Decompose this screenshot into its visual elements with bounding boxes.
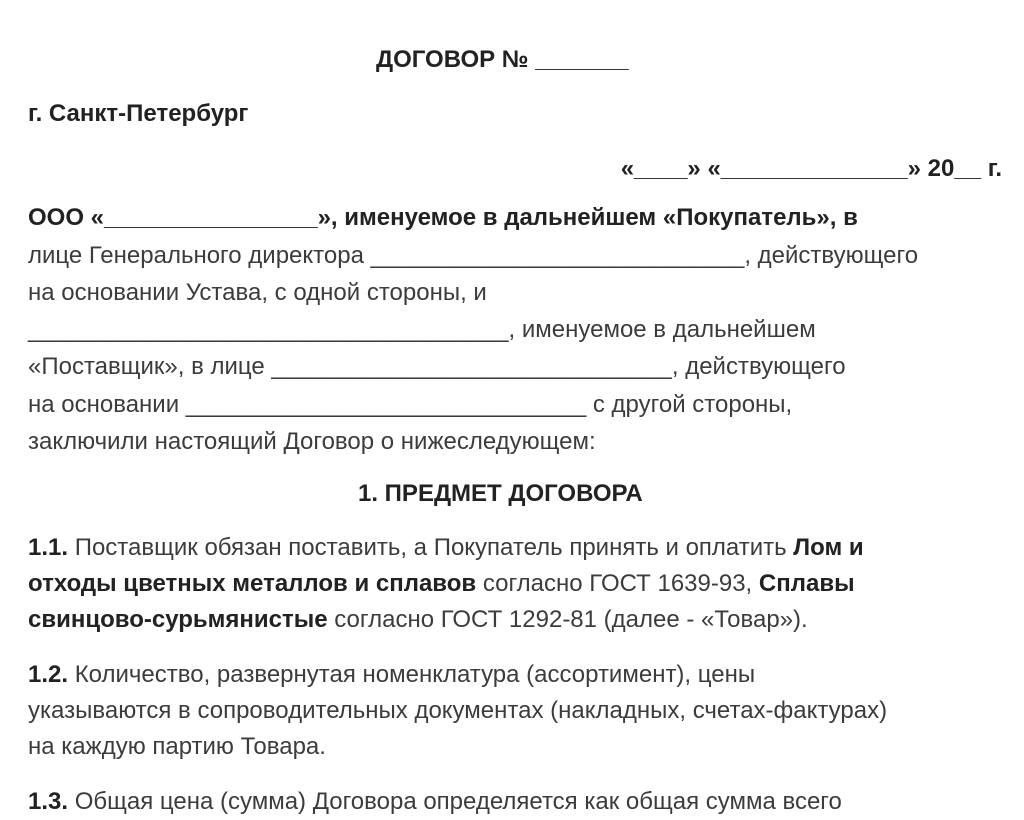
clause-number: 1.2.	[28, 661, 69, 688]
parties-line-5: «Поставщик», в лице ______________________________, действующего	[28, 353, 846, 380]
clause-1-3-line-1	[28, 784, 842, 820]
clause-1-1-line-3	[28, 602, 864, 638]
document-title: ДОГОВОР № _______	[376, 46, 629, 73]
section-1-title: 1. ПРЕДМЕТ ДОГОВОРА	[358, 480, 643, 507]
clause-1-2-line-3: на каждую партию Товара.	[28, 733, 326, 760]
parties-line-1-text: ООО «________________», именуемое в дальнейшем «Покупатель», в	[28, 204, 858, 231]
clause-bold-text: отходы цветных металлов и сплавов	[28, 570, 477, 597]
clause-bold-text: свинцово-сурьмянистые	[28, 606, 328, 633]
clause-1-2-line-2: указываются в сопроводительных документах (накладных, счетах-фактурах)	[28, 697, 888, 724]
parties-line-3: на основании Устава, с одной стороны, и	[28, 279, 487, 306]
clause-text: Общая цена (сумма) Договора определяется как общая сумма всего	[68, 788, 842, 815]
parties-line-4: ____________________________________, именуемое в дальнейшем	[28, 316, 816, 343]
clause-1-1-line-1	[28, 530, 864, 566]
parties-line-7: заключили настоящий Договор о нижеследующем:	[28, 428, 596, 455]
clause-1-1	[28, 530, 864, 638]
clause-bold-text: Лом и	[793, 534, 864, 561]
clause-1-2-line-1	[28, 657, 887, 693]
clause-number: 1.3.	[28, 788, 69, 815]
clause-text: Поставщик обязан поставить, а Покупатель принять и оплатить	[68, 534, 794, 561]
parties-line-6: на основании ______________________________ с другой стороны,	[28, 391, 793, 418]
clause-1-2	[28, 657, 887, 765]
date-line: «____» «______________» 20__ г.	[620, 155, 1002, 182]
parties-line-1	[28, 204, 858, 232]
parties-line-2: лице Генерального директора ____________________________, действующего	[28, 242, 919, 269]
clause-text: согласно ГОСТ 1639-93,	[476, 570, 759, 597]
clause-bold-text: Сплавы	[758, 570, 855, 597]
clause-number: 1.1.	[28, 534, 69, 561]
city-line: г. Санкт-Петербург	[28, 100, 249, 127]
clause-1-3	[28, 784, 842, 820]
clause-text: Количество, развернутая номенклатура (ассортимент), цены	[68, 661, 756, 688]
clause-1-1-line-2	[28, 566, 864, 602]
clause-text: согласно ГОСТ 1292-81 (далее - «Товар»).	[327, 606, 808, 633]
